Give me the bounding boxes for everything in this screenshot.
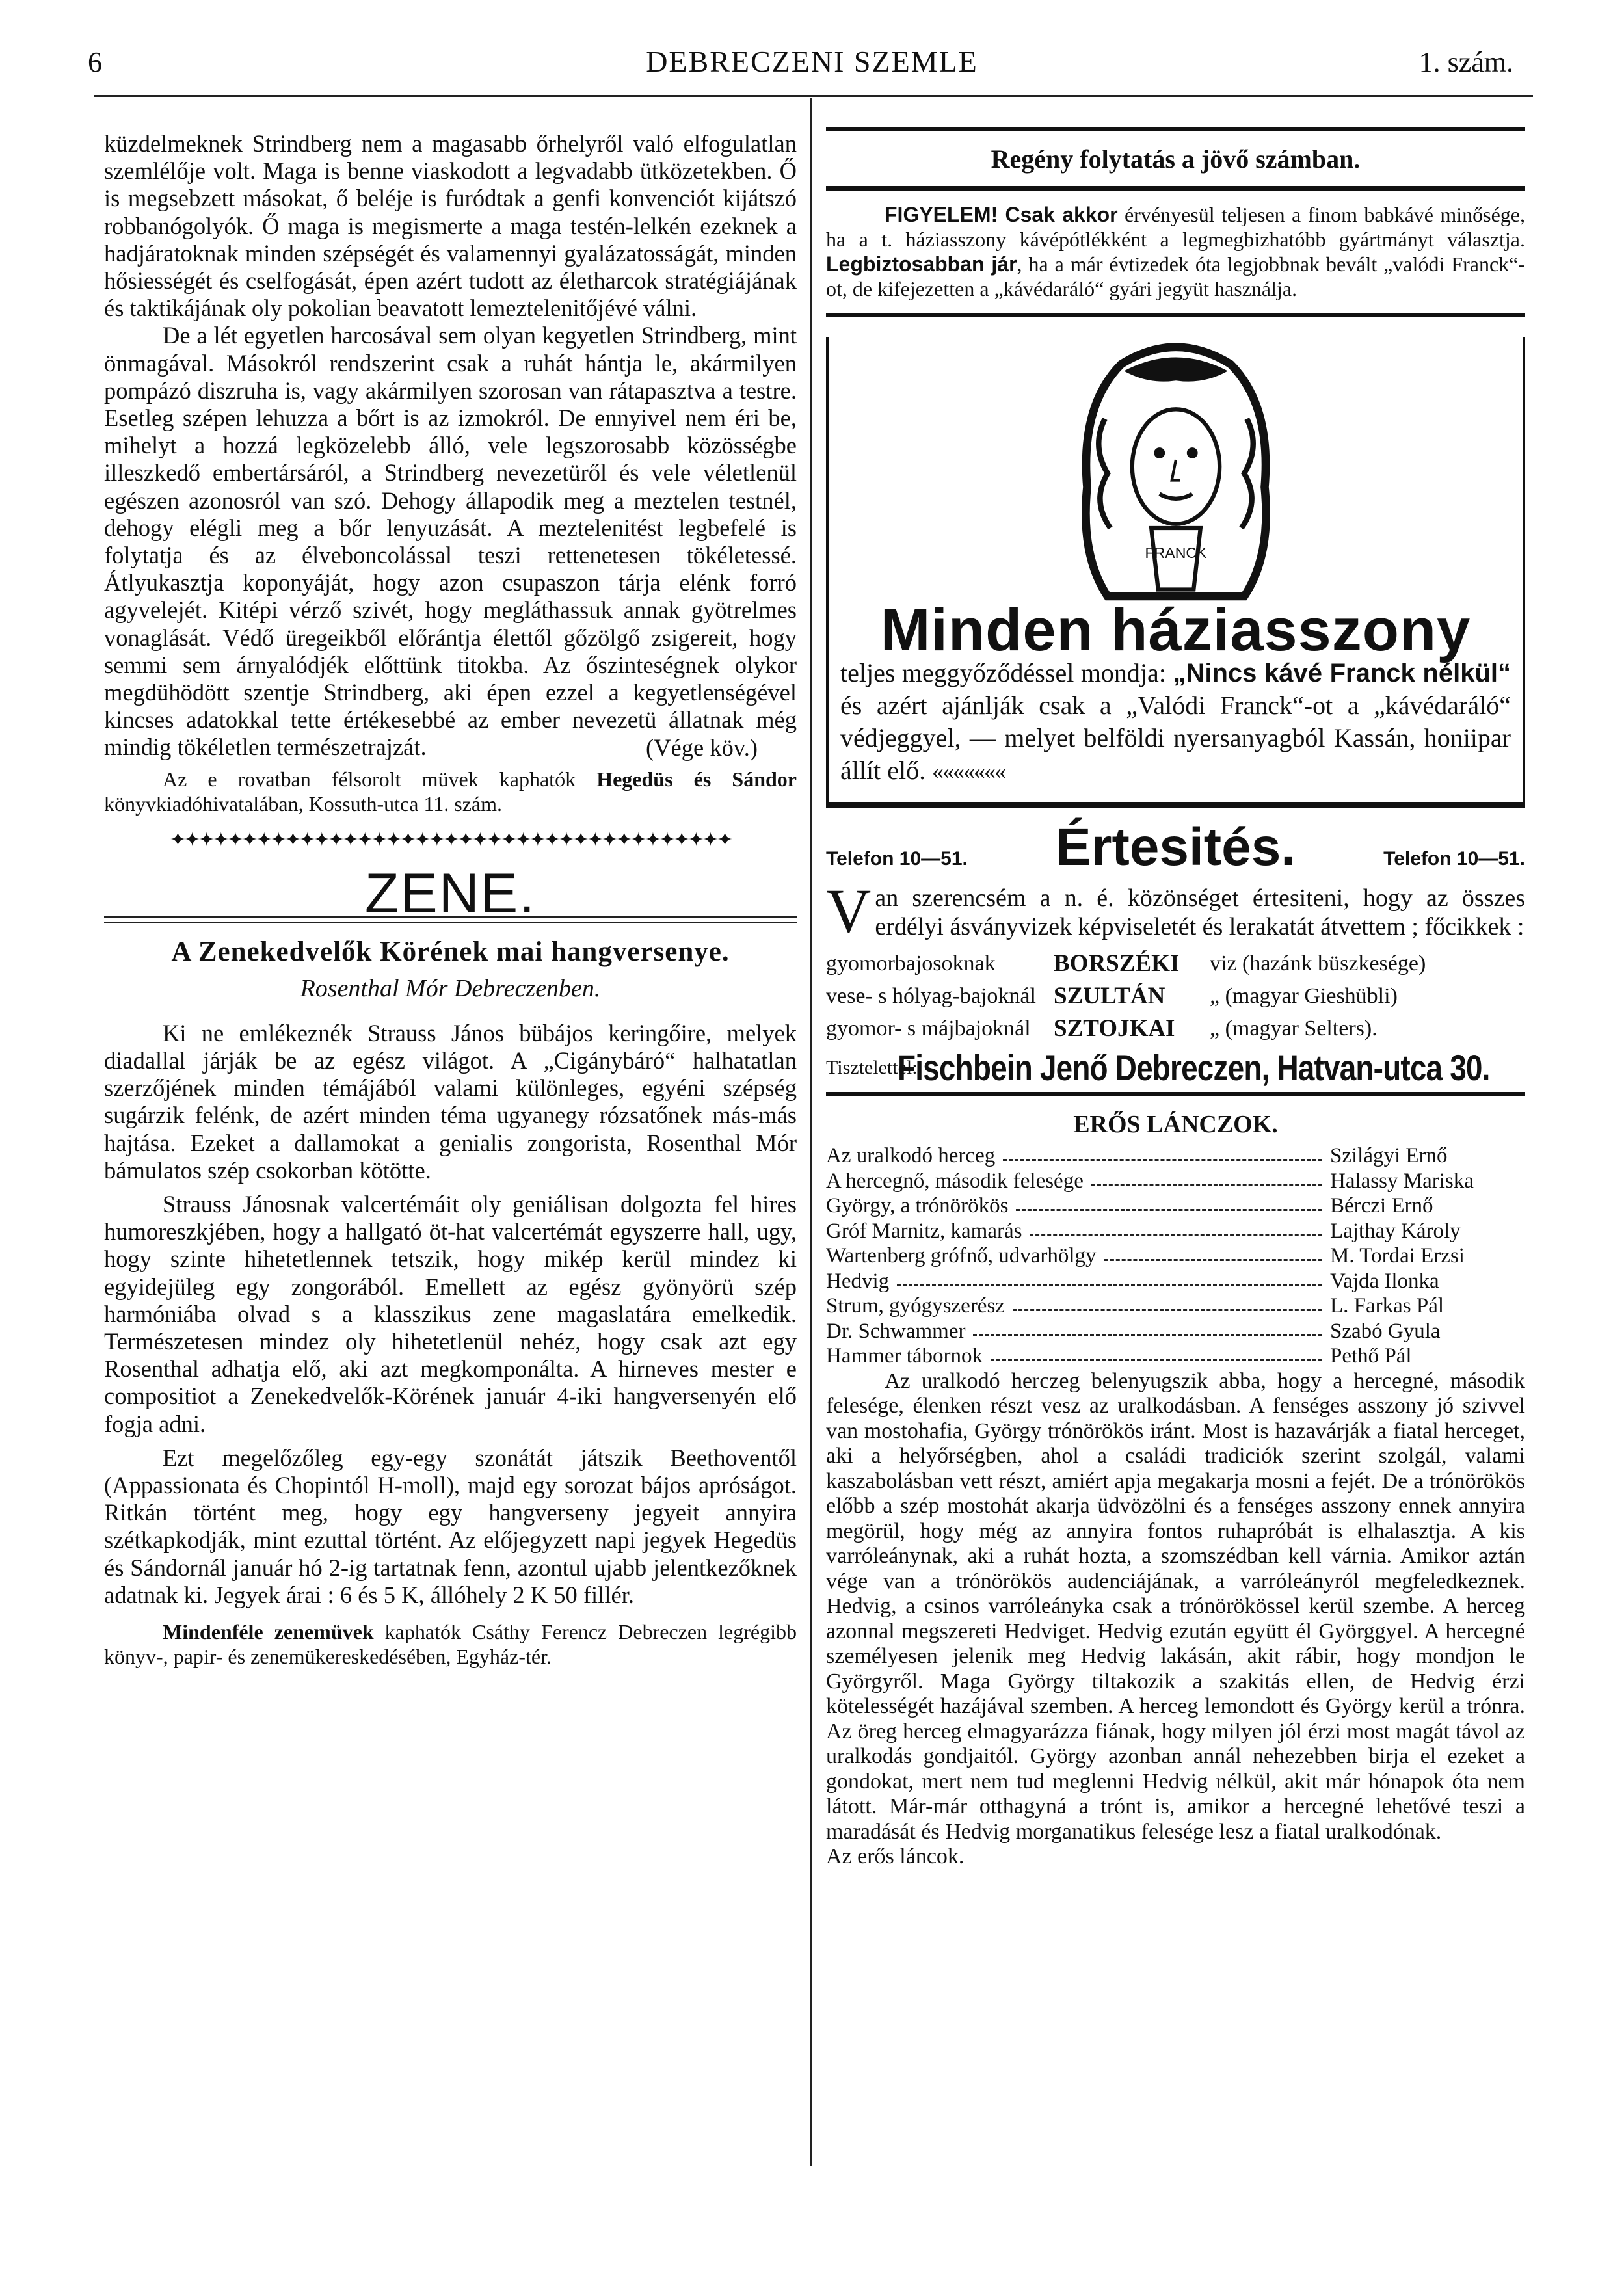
ad-body: teljes meggyőződéssel mondja: „Nincs kávé Franck nélkül“ és azért ajánlják csak a „Valódi Franck“-ot a „kávédaráló“ védjeggyel, — melyet belföldi nyersanyagból Kassán, honiipar állít elő. ««««««« (840, 658, 1511, 786)
signature-row (826, 1046, 1525, 1088)
rule (826, 186, 1525, 191)
strindberg-paragraph-2: De a lét egyetlen harcosával sem olyan kegyetlen Strindberg, mint önmagával. Másokról rendszerint csak a ruhát hántja le, akármilyen pompázó diszruha is, vagy akármilyen szorosan van rátapasztva a testre. Esetleg szépen lehuzza a bőrt is az izmokról. De ennyivel nem éri be, mihelyt a hozzá legközelebb álló, vele legszorosabb közösségbe illeszkedő embertársáról, a Strindberg nevezetüről és vele véletlenül egészen azonosról van szó. Dehogy állapodik meg a meztelen testnél, dehogy elégli meg a bőr lenyuzását. A meztelenitést legbefelé is folytatja és az élveboncolással teszi rettenetesen tökéletessé. Átlyukasztja koponyáját, hogy azon csupaszon tárja elénk forró agyvelejét. Kitépi vérző szivét, hogy megláthassuk annak gyötrelmes vonaglását. Védő üregeikből előrántja élettől gőzölgő zsigereit, hogy semmi sem árnyalódjék előttünk titokba. Az őszinteségnek olykor megdühödött szentje Strindberg, aki épen ezzel a kegyetlenségével kincses adatokkal tette értékesebbé az ember nevezetü állatnak még mindig tökéletlen természetrajzát. (104, 322, 797, 761)
cast-row: Wartenberg grófnő, udvarhölgy M. Tordai Erzsi (826, 1244, 1465, 1268)
continuation-note: (Vége köv.) (646, 734, 758, 761)
strindberg-paragraph-1: küzdelmeknek Strindberg nem a magasabb őrhelyről való elfogulatlan szemlélője volt. Maga is benne viaskodott a legvadabb ütközetekben. Ő is megsebzett másokat, ő beléje is furódtak a genfi konvenciót kijátszó robbanógolyók. Ő maga is megismerte a maga testén-lelkén ezeknek a hadjáratoknak minden szépségét és valamennyi gyalázatosságát, minden hősiességét és cselfogását, épen azért tudott az életharcok stratégiájának és taktikájának oly pokolian beavatott lemeztelenitőjévé válni. (104, 130, 797, 322)
phone-left: Telefon 10—51. (826, 848, 968, 870)
header-rule (94, 95, 1533, 97)
article-paragraph-3: Ezt megelőzőleg egy-egy szonátát játszik Beethoventől (Appassionata és Chopintól H-moll), majd egy sorozat bájos apróságot. Ritkán történt meg, hogy egy hangverseny jegyeit annyira szétkapkodják, mint ezuttal történt. Az előjegyzett napi jegyek Hegedüs és Sándornál január hó 2-ig tartatnak fenn, azontul ujabb jelentkezőknek adatnak ki. Jegyek árai : 6 és 5 K, állóhely 2 K 50 fillér. (104, 1444, 797, 1608)
rule (826, 1092, 1525, 1096)
left-column (104, 130, 797, 1669)
figyelem-notice: FIGYELEM! Csak akkor érvényesül teljesen a finom babkávé minősége, ha a t. háziasszony kávépótlékként a legmegbizhatóbb gyártmányt választja. Legbiztosabban jár, ha a már évtizedek óta legjobbnak bevált „valódi Franck“-ot, de kifejezetten a „kávédaráló“ gyári jegyüt használja. (826, 203, 1526, 301)
publisher-name: Hegedüs és Sándor (596, 767, 797, 791)
franck-advertisement (826, 337, 1525, 804)
bookshop-note: Az e rovatban félsorolt müvek kaphatók Hegedüs és Sándor könyvkiadóhivatalában, Kossuth-utca 11. szám. (104, 767, 797, 816)
water-item: gyomorbajosoknak BORSZÉKI viz (hazánk büszkesége) (826, 949, 1426, 977)
section-title: ZENE. (364, 862, 537, 925)
column-divider (810, 98, 812, 2166)
article-subtitle: Rosenthal Mór Debreczenben. (300, 975, 601, 1003)
diamond-separator: ✦✦✦✦✦✦✦✦✦✦✦✦✦✦✦✦✦✦✦✦✦✦✦✦✦✦✦✦✦✦✦✦✦✦✦✦✦✦✦ (169, 829, 732, 851)
article-paragraph-2: Strauss Jánosnak valcertémáit oly geniálisan dolgozta fel hires humoreszkjében, hogy a hallgató öt-hat valcertémát egyszerre hall, ugy, hogy szinte hihetetlennek tetszik, hogy mikép kerül mindez ki egyidejüleg egy zongorából. Emellett az egész gyönyörü szép harmóniába olvad s a klasszikus zene magaslatára emelkedik. Természetesen mindez oly hihetetlenül nehéz, hogy csak azt egy Rosenthal adhatja elő, aki azt megkomponálta. A hirneves mester e compositiot a Zenekedvelők-Körének január 4-iki hangversenyén elő fogja adni. (104, 1190, 797, 1437)
ertesites-body: Van szerencsém a n. é. közönséget értesiteni, hogy az összes erdélyi ásványvizek képviseletét és lerakatát átvettem ; főcikkek : (826, 875, 1525, 946)
ad-headline: Minden háziasszony (880, 597, 1471, 664)
signature: Fischbein Jenő Debreczen, Hatvan-utca 30. (898, 1046, 1490, 1088)
cast-row: Hammer tábornok Pethő Pál (826, 1344, 1412, 1368)
water-list (826, 948, 1525, 1045)
cast-row: Dr. Schwammer Szabó Gyula (826, 1319, 1441, 1343)
cast-row: Hedvig Vajda Ilonka (826, 1269, 1439, 1293)
rule (826, 313, 1525, 317)
cast-list (826, 1143, 1525, 1369)
publication-title: DEBRECZENI SZEMLE (646, 45, 978, 78)
play-synopsis: Az uralkodó herczeg belenyugszik abba, hogy a hercegné, második felesége, élenken részt vesz az uralkodásban. A fenséges asszony jó szivvel van mostohafia, György trónörökös iránt. Most is hazavárják a fiatal herceget, aki a helyőrségben, ahol a családi tradiciók szerint szolgál, valami kaszabolásban vett részt, amiért apja megakarja mosni a fejét. De a trónörökös előbb a szép mostohát akarja üdvözölni és a fenséges asszony ennek annyira megörül, hogy még az annyira fontos ruhapróbát is elhalasztja. A kis varróleánynak, aki a ruhát hozta, a szomszédban kell várnia. Amikor aztán vége van a trónörökös audenciájának, a varróleányról megfeledkeznek. Hedvig, a csinos varróleányka csak a trónörökössel kerül szembe. A herceg azonnal megszereti Hedviget. Hedvig ezután együtt él Györggyel. A hercegné személyesen jelenik meg Hedvig lakásán, akit rábir, hogy mondjon le Györgyről. Maga György tiltakozik a szakitás ellen, de Hedvig érzi kötelességét hazájával szemben. A herceg lemondott és György kerül a trónra. Az öreg herceg elmagyarázza fiának, hogy milyen jól érzi most magát távol az uralkodás gondjaitól. György azonban annál nehezebben birja el ezeket a gondokat, mert nem tud meglenni Hedvig nélkül, akit már hónapok óta nem látott. Már-már otthagyná a trónt is, amikor a hercegné lehetővé teszi a maradását és Hedvig morganatikus felesége lesz a fiatal uralkodónak. (826, 1368, 1525, 1844)
play-title: ERŐS LÁNCZOK. (1073, 1110, 1278, 1138)
article-paragraph-1: Ki ne emlékeznék Strauss János bübájos keringőire, melyek diadallal járják be az egész világot. A „Cigánybáró“ halhatatlan szerzőjének minden témájából valami különleges, egyéni szépség sugárzik felénk, de azért minden téma ugyanegy rózsatőnek más-más hajtása. Ezeket a dallamokat a genialis zongorista, Rosenthal Mór bámulatos szép csokorban kötötte. (104, 1019, 797, 1184)
issue-number: 1. szám. (1418, 46, 1513, 78)
cast-row: A hercegnő, második felesége Halassy Mariska (826, 1169, 1474, 1193)
cast-row: Az uralkodó herceg Szilágyi Ernő (826, 1144, 1448, 1168)
phone-right: Telefon 10—51. (1383, 848, 1525, 870)
cast-row: Gróf Marnitz, kamarás Lajthay Károly (826, 1219, 1461, 1243)
rule (826, 127, 1525, 131)
drop-cap: V (826, 875, 872, 946)
franck-portrait-icon (1039, 337, 1312, 610)
music-shop-note: Mindenféle zenemüvek kaphatók Csáthy Ferencz Debreczen legrégibb könyv-, papir- és zenemükereskedésében, Egyház-tér. (104, 1619, 797, 1668)
right-column (826, 127, 1525, 1870)
rule (826, 804, 1525, 808)
article-title: A Zenekedvelők Körének mai hangversenye. (171, 936, 730, 968)
page-number: 6 (88, 46, 102, 78)
cast-row: Strum, gyógyszerész L. Farkas Pál (826, 1294, 1444, 1318)
play-closing: Az erős láncok. (826, 1844, 965, 1869)
ertesites-title: Értesités. (1055, 817, 1296, 877)
cast-row: György, a trónörökös Bérczi Ernő (826, 1194, 1433, 1218)
svg-text:FRANCK: FRANCK (1145, 544, 1206, 562)
leaf-ornament-icon: ««««««« (932, 758, 1005, 785)
greeting: Tisztelettel: (826, 1056, 918, 1078)
ertesites-header (826, 817, 1525, 877)
water-item: vese- s hólyag-bajoknál SZULTÁN „ (magyar Gieshübli) (826, 982, 1398, 1009)
novel-notice: Regény folytatás a jövő számban. (991, 144, 1361, 174)
water-item: gyomor- s májbajoknál SZTOJKAI „ (magyar Selters). (826, 1015, 1378, 1042)
